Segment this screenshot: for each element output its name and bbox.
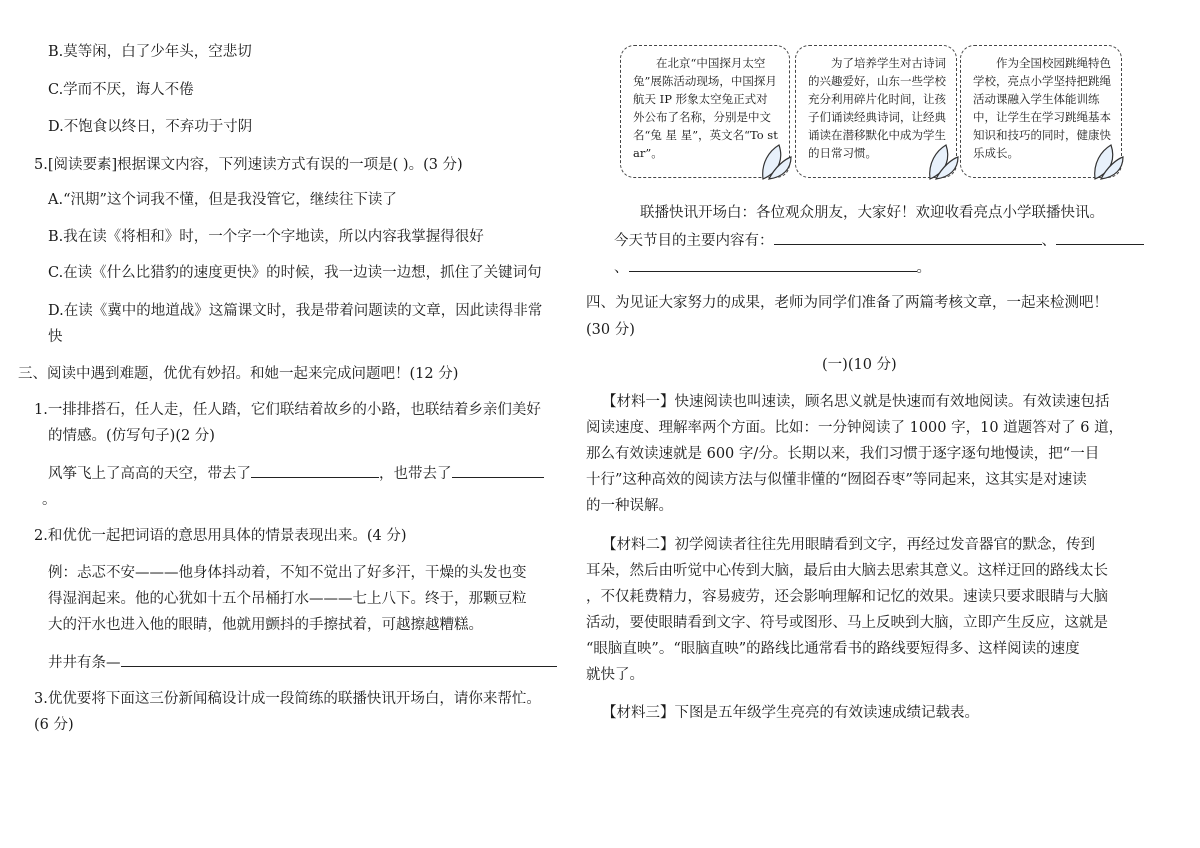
material2-line3: ，不仅耗费精力，容易疲劳，还会影响理解和记忆的效果。速读只要求眼睛与大脑 [586,589,1108,605]
news-card-1 [620,45,790,178]
s3-q1-answer-end: 。 [42,492,57,508]
s3-q1-answer-mid: ，也带去了 [379,466,452,482]
q5-stem: 5.[阅读要素]根据课文内容，下列速读方式有误的一项是( )。(3 分) [34,157,463,173]
news-card-1-text: 在北京“中国探月太空兔”展陈活动现场，中国探月航天 IP 形象太空兔正式对外公布了名称，分别是中文名“兔 星 星”，英文名“To star”。 [633,56,778,160]
q4-option-b: B.莫等闲，白了少年头，空悲切 [48,44,252,60]
s3-q1-line2: 的情感。(仿写句子)(2 分) [48,428,215,444]
s3-q3-line1: 3.优优要将下面这三份新闻稿设计成一段简练的联播快讯开场白，请你来帮忙。 [34,691,541,707]
s3-q2-task-word: 井井有条— [48,655,121,671]
q5-option-d-line1: D.在读《冀中的地道战》这篇课文时，我是带着问题读的文章，因此读得非常 [48,303,543,319]
s3-q2-example-line2: 得湿润起来。他的心犹如十五个吊桶打水———七上八下。终于，那颗豆粒 [48,591,527,607]
s3-q1-answer-line [48,463,544,484]
section4-title-line2: (30 分) [586,322,635,338]
news-card-2 [795,45,957,178]
material1-line4: 十行”这种高效的阅读方法与似懂非懂的“囫囵吞枣”等同起来，这其实是对速读 [586,472,1087,488]
broadcast-line2 [614,230,1144,251]
material2-line6: 就快了。 [586,667,644,683]
q5-option-d-line2: 快 [48,329,63,345]
leaf-icon [926,141,960,181]
section4-title-line1: 四、为见证大家努力的成果，老师为同学们准备了两篇考核文章，一起来检测吧！ [586,295,1108,311]
s3-q2-stem: 2.和优优一起把词语的意思用具体的情景表现出来。(4 分) [34,528,407,544]
material2-line2: 耳朵，然后由听觉中心传到大脑，最后由大脑去思索其意义。这样迂回的路线太长 [586,563,1108,579]
material1-line5: 的一种误解。 [586,498,673,514]
s3-q2-example-line3: 大的汗水也进入他的眼睛，他就用颤抖的手擦拭着，可越擦越糟糕。 [48,617,483,633]
leaf-icon [1091,141,1125,181]
news-card-3-text: 作为全国校园跳绳特色学校，亮点小学坚持把跳绳活动课融入学生体能训练中，让学生在学习跳绳基本知识和技巧的同时，健康快乐成长。 [973,56,1111,160]
material2-line1: 【材料二】初学阅读者往往先用眼睛看到文字，再经过发音器官的默念，传到 [602,537,1095,553]
passage-title: (一)(10 分) [822,357,897,373]
q4-option-c: C.学而不厌，诲人不倦 [48,82,194,98]
leaf-icon [759,141,793,181]
answer-blank-4[interactable] [774,230,1042,245]
material2-line4: 活动，要使眼睛看到文字、符号或图形、马上反映到大脑，立即产生反应，这就是 [586,615,1108,631]
s3-q1-line1: 1.一排排搭石，任人走，任人踏，它们联结着故乡的小路，也联结着乡亲们美好 [34,402,541,418]
answer-blank-3[interactable] [121,652,557,667]
s3-q2-task-line [48,652,557,673]
s3-q1-answer-prefix: 风筝飞上了高高的天空，带去了 [48,466,251,482]
q5-option-b: B.我在读《将相和》时，一个字一个字地读，所以内容我掌握得很好 [48,229,484,245]
broadcast-end: 。 [916,260,931,276]
q5-option-c: C.在读《什么比猎豹的速度更快》的时候，我一边读一边想，抓住了关键词句 [48,265,542,281]
news-card-2-text: 为了培养学生对古诗词的兴趣爱好，山东一些学校充分利用碎片化时间，让孩子们诵读经典诗词，让经典诵读在潜移默化中成为学生的日常习惯。 [808,56,946,160]
broadcast-line3 [614,257,931,278]
answer-blank-6[interactable] [629,257,917,272]
answer-blank-5[interactable] [1056,230,1144,245]
answer-blank-2[interactable] [452,463,544,478]
section3-title: 三、阅读中遇到难题，优优有妙招。和她一起来完成问题吧！(12 分) [18,366,459,382]
material1-line3: 那么有效读速就是 600 字/分。长期以来，我们习惯于逐字逐句地慢读，把“一目 [586,446,1100,462]
material2-line5: “眼脑直映”。“眼脑直映”的路线比通常看书的路线要短得多、这样阅读的速度 [586,641,1080,657]
q5-option-a: A.“汛期”这个词我不懂，但是我没管它，继续往下读了 [48,192,397,208]
broadcast-prompt: 今天节目的主要内容有： [614,233,774,249]
material1-line2: 阅读速度、理解率两个方面。比如：一分钟阅读了 1000 字，10 道题答对了 6 道， [586,420,1124,436]
broadcast-line1: 联播快讯开场白：各位观众朋友，大家好！欢迎收看亮点小学联播快讯。 [640,205,1104,221]
news-card-3 [960,45,1122,178]
answer-blank-1[interactable] [251,463,379,478]
material3-line: 【材料三】下图是五年级学生亮亮的有效读速成绩记载表。 [602,705,979,721]
material1-line1: 【材料一】快速阅读也叫速读，顾名思义就是快速而有效地阅读。有效读速包括 [602,394,1110,410]
separator: 、 [614,260,629,276]
s3-q3-line2: (6 分) [34,717,74,733]
separator: 、 [1041,233,1056,249]
q4-option-d: D.不饱食以终日，不弃功于寸阴 [48,119,253,135]
s3-q2-example-line1: 例：忐忑不安———他身体抖动着，不知不觉出了好多汗，干燥的头发也变 [48,565,527,581]
